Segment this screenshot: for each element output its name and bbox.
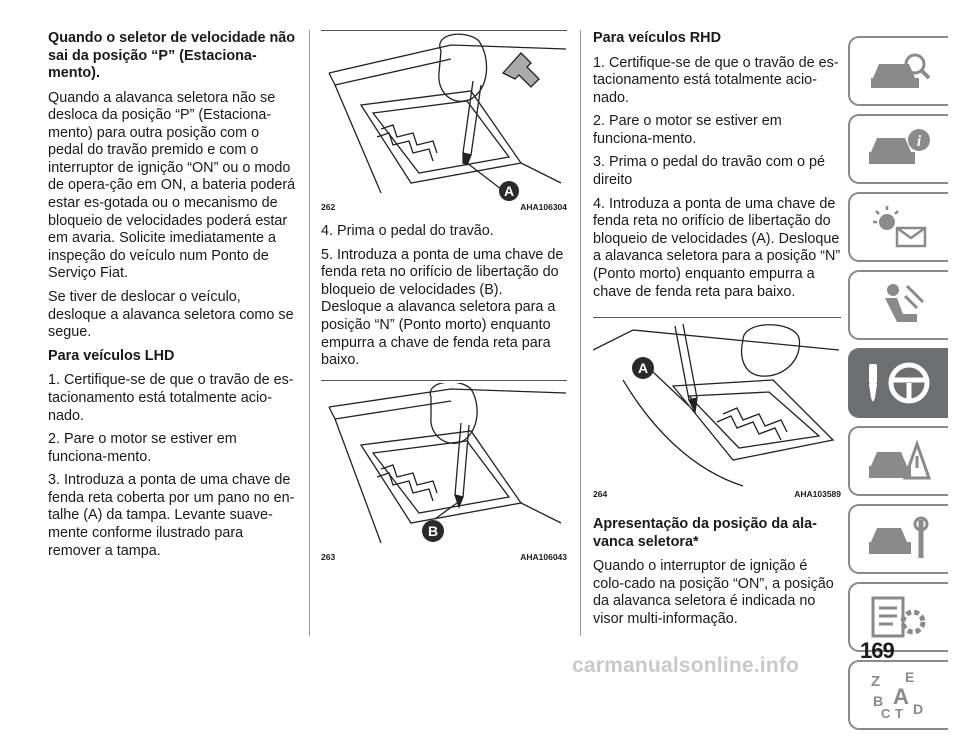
- svg-text:E: E: [905, 670, 915, 685]
- section-heading: Apresentação da posição da ala-vanca seletora*: [593, 516, 817, 550]
- gear-lever-illustration: [321, 33, 567, 201]
- page-number: 169: [860, 638, 894, 663]
- figure-number: 263: [321, 551, 336, 562]
- car-info-icon: [867, 126, 931, 172]
- chapter-tabs: [848, 36, 952, 738]
- step: 5. Introduza a ponta de uma chave de fenda reta no orifício de libertação do bloqueio de velocidades (B). Desloque a alavanca seletora para a posição “N” (Ponto morto) enquanto empurra a chave de fenda reta para baixo.: [321, 246, 564, 369]
- chapter-tab-airbags[interactable]: [848, 270, 948, 340]
- column-middle: [321, 30, 567, 567]
- svg-text:B: B: [873, 693, 884, 709]
- warning-lights-icon: [867, 204, 931, 250]
- figure-code: AHA106304: [520, 202, 567, 212]
- column-divider: [580, 30, 581, 636]
- figure-caption: [321, 201, 567, 213]
- svg-text:i: i: [916, 133, 922, 150]
- step: 4. Introduza a ponta de uma chave de fenda reta no orifício de libertação do bloqueio de velocidades (A). Desloque a alavanca seletora para a posição “N” (Ponto morto) enquanto empurra a chave de fenda reta para baixo.: [593, 195, 841, 300]
- watermark: carmanualsonline.info: [572, 654, 800, 677]
- figure-263: [321, 380, 567, 563]
- svg-text:Z: Z: [871, 673, 881, 690]
- section-heading: Quando o seletor de velocidade não sai da posição “P” (Estaciona-mento).: [48, 30, 296, 81]
- chapter-tab-index[interactable]: [848, 660, 948, 730]
- chapter-tab-emergency[interactable]: [848, 426, 948, 496]
- section-heading: Para veículos RHD: [593, 30, 721, 46]
- column-left: [48, 30, 298, 566]
- figure-number: 262: [321, 202, 336, 212]
- step: 1. Certifique-se de que o travão de es-tacionamento está totalmente acio-nado.: [593, 54, 839, 106]
- svg-text:T: T: [895, 706, 903, 720]
- chapter-tab-maintenance[interactable]: [848, 504, 948, 574]
- chapter-tab-warnings[interactable]: [848, 192, 948, 262]
- figure-264: [593, 317, 841, 500]
- svg-text:D: D: [913, 701, 924, 717]
- gear-lever-illustration: [321, 383, 567, 551]
- figure-code: AHA106043: [520, 551, 567, 562]
- step: 2. Pare o motor se estiver em funciona-mento.: [593, 113, 782, 147]
- figure-code: AHA103589: [794, 489, 841, 500]
- chapter-tab-dashboard[interactable]: [848, 36, 948, 106]
- step: 1. Certifique-se de que o travão de es-tacionamento está totalmente acio-nado.: [48, 372, 294, 424]
- step: 3. Introduza a ponta de uma chave de fenda reta coberta por um pano no en-talhe (A) da tampa. Levante suave-mente conforme ilustrado para remover a tampa.: [48, 472, 295, 559]
- column-right: [593, 30, 841, 635]
- airbag-seat-icon: [867, 282, 931, 328]
- paragraph: Se tiver de deslocar o veículo, desloque a alavanca seletora como se segue.: [48, 289, 294, 341]
- figure-262: [321, 30, 567, 213]
- specs-gear-icon: [867, 594, 931, 640]
- chapter-tab-starting-driving[interactable]: [848, 348, 948, 418]
- figure-caption: [593, 488, 841, 500]
- svg-text:A: A: [503, 183, 515, 199]
- figure-number: 264: [593, 489, 608, 500]
- paragraph: Quando o interruptor de ignição é colo-cado na posição “ON”, a posição da alavanca seletora é indicada no visor multi-informação.: [593, 558, 834, 627]
- car-wrench-icon: [867, 516, 931, 562]
- svg-text:B: B: [427, 522, 439, 539]
- paragraph: Quando a alavanca seletora não se desloca da posição “P” (Estaciona-mento) para outra posição com o pedal do travão premido e com o interruptor de ignição “ON” ou o modo de opera-ção em ON, a bateria poderá estar es-gotada ou o mecanismo de bloqueio de velocidades poderá estar em avaria. Solicite imediatamente a inspeção do veículo num Ponto de Serviço Fiat.: [48, 89, 296, 282]
- chapter-tab-safety[interactable]: [848, 114, 948, 184]
- step: 3. Prima o pedal do travão com o pé direito: [593, 154, 825, 189]
- svg-text:C: C: [881, 706, 891, 720]
- svg-text:A: A: [893, 684, 909, 709]
- car-warning-triangle-icon: [867, 438, 931, 484]
- key-steering-wheel-icon: [863, 358, 935, 408]
- step: 4. Prima o pedal do travão.: [321, 223, 494, 239]
- column-divider: [309, 30, 310, 636]
- car-search-icon: [867, 48, 931, 94]
- gear-lever-illustration: [593, 320, 841, 488]
- step: 2. Pare o motor se estiver em funciona-mento.: [48, 431, 237, 465]
- figure-caption: [321, 551, 567, 563]
- section-heading: Para veículos LHD: [48, 347, 175, 364]
- svg-text:A: A: [637, 360, 649, 377]
